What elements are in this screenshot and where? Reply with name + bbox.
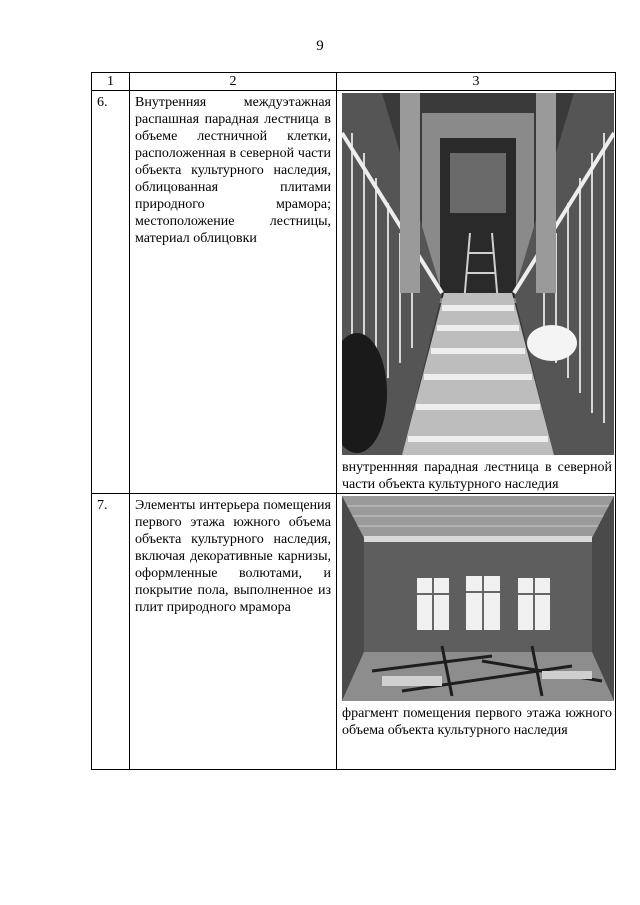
header-col-3: 3 — [337, 73, 616, 91]
photo-caption: фрагмент помещения первого этажа южного объема объекта культурного наследия — [342, 706, 612, 738]
row-number: 6. — [92, 91, 130, 494]
table-header-row — [92, 73, 616, 91]
interior-room-photo — [342, 496, 614, 701]
row-description: Элементы интерьера помещения первого этажа южного объема объекта культурного наследия, включая декоративные карнизы, оформленные волютами, и покрытие пола, выполненное из плит природного мрамора — [130, 494, 337, 770]
table-row — [92, 494, 616, 770]
row-description: Внутренняя междуэтажная распашная парадная лестница в объеме лестничной клетки, расположенная в северной части объекта культурного наследия, облицованная плитами природного мрамора; местоположение лестницы, материал облицовки — [130, 91, 337, 494]
photo-caption: внутреннняя парадная лестница в северной части объекта культурного наследия — [342, 460, 612, 492]
photo-cell — [337, 494, 616, 770]
page-number: 9 — [316, 38, 324, 54]
header-col-2: 2 — [130, 73, 337, 91]
table-row — [92, 91, 616, 494]
row-number: 7. — [92, 494, 130, 770]
staircase-photo — [342, 93, 614, 455]
header-col-1: 1 — [92, 73, 130, 91]
monument-elements-table — [91, 72, 616, 770]
photo-cell — [337, 91, 616, 494]
